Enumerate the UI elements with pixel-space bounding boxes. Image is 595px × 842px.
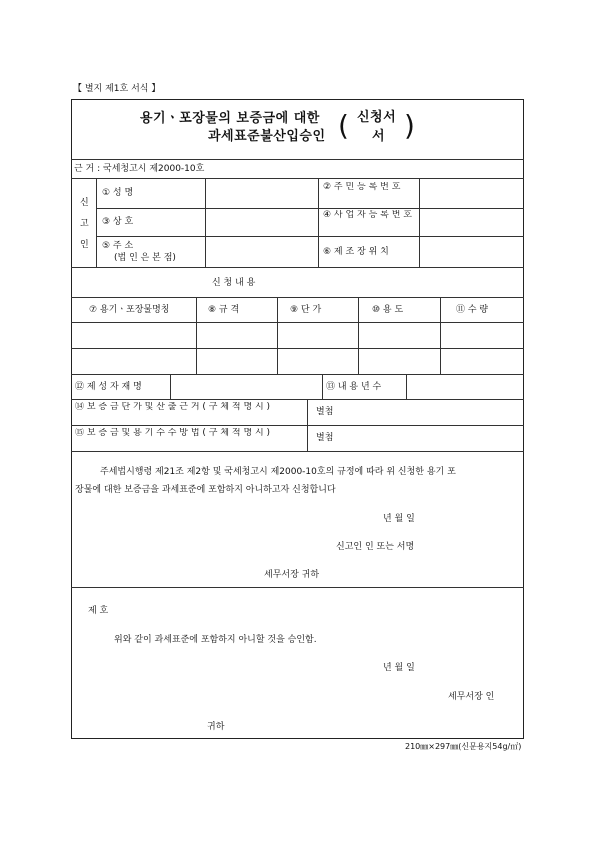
maker-material-label: ⑫ 제 성 자 재 명 [75,382,142,392]
address-sublabel: (법 인 은 본 점) [114,253,176,263]
basis-text: 근 거 : 국세청고시 제2000-10호 [74,164,205,174]
title-line2: 과세표준불산입승인 [208,129,326,144]
column-unit-price: ⑨ 단 가 [290,305,322,315]
table-cell[interactable] [72,323,195,347]
address-field[interactable] [206,237,317,266]
applicant-side-3: 인 [80,240,89,250]
applicant-side-1: 신 [80,198,89,208]
statement-line1: 주세법시행령 제21조 제2항 및 국세청고시 제2000-10호의 규정에 따라 위 신청한 용기 포 [100,467,456,477]
table-cell[interactable] [359,349,439,373]
column-container-name: ⑦ 용기ㆍ포장물명칭 [89,305,170,315]
applicant-side-2: 고 [80,219,89,229]
durable-years-label: ⑬ 내 용 년 수 [326,382,382,392]
title-option1: 신청서 [357,110,397,125]
name-field[interactable] [206,179,317,207]
maker-material-field[interactable] [171,375,321,398]
deposit-method-label: ⑮ 보 증 금 및 용 기 수 수 방 법 ( 구 체 적 명 시 ) [75,428,271,438]
table-cell[interactable] [441,323,523,347]
company-label: ③ 상 호 [102,217,134,227]
business-number-field[interactable] [420,209,523,235]
request-section-title: 신 청 내 용 [212,278,256,288]
table-cell[interactable] [197,349,276,373]
applicant-signature-line: 신고인 인 또는 서명 [336,542,415,552]
factory-location-label: ⑥ 제 조 장 위 치 [323,247,389,257]
business-number-label: ④ 사 업 자 등 록 번 호 [323,210,412,220]
durable-years-field[interactable] [407,375,523,398]
form-number: 【 별지 제1호 서식 】 [73,84,161,94]
approval-to: 귀하 [207,722,225,732]
address-label: ⑤ 주 소 [102,241,134,251]
addressee: 세무서장 귀하 [264,570,320,580]
company-field[interactable] [206,209,317,235]
id-number-label: ② 주 민 등 록 번 호 [323,182,401,192]
table-cell[interactable] [441,349,523,373]
column-spec: ⑧ 규 격 [208,305,240,315]
table-cell[interactable] [72,349,195,373]
paper-spec: 210㎜×297㎜(신문용지54g/㎡) [405,742,522,751]
title-option2: 서 [372,129,386,144]
column-usage: ⑩ 용 도 [372,305,404,315]
statement-line2: 장물에 대한 보증금을 과세표준에 포함하지 아니하고자 신청합니다 [75,485,336,495]
deposit-basis-label: ⑭ 보 증 금 단 가 및 산 출 근 거 ( 구 체 적 명 시 ) [75,402,271,412]
table-cell[interactable] [197,323,276,347]
table-cell[interactable] [278,323,357,347]
paren-open: ( [338,109,349,142]
deposit-basis-attached: 별첨 [316,407,334,417]
table-cell[interactable] [359,323,439,347]
deposit-method-attached: 별첨 [316,433,334,443]
factory-location-field[interactable] [420,237,523,266]
paren-close: ) [404,109,415,142]
approval-date: 년 월 일 [383,663,415,673]
approval-text: 위와 같이 과세표준에 포함하지 아니할 것을 승인함. [114,635,317,645]
column-quantity: ⑪ 수 량 [456,305,489,315]
table-cell[interactable] [278,349,357,373]
title-line1: 용기ㆍ포장물의 보증금에 대한 [140,111,320,126]
application-date: 년 월 일 [383,514,415,524]
name-label: ① 성 명 [102,188,134,198]
approval-number: 제 호 [88,606,109,616]
approval-office: 세무서장 인 [448,692,495,702]
id-number-field[interactable] [420,179,523,207]
